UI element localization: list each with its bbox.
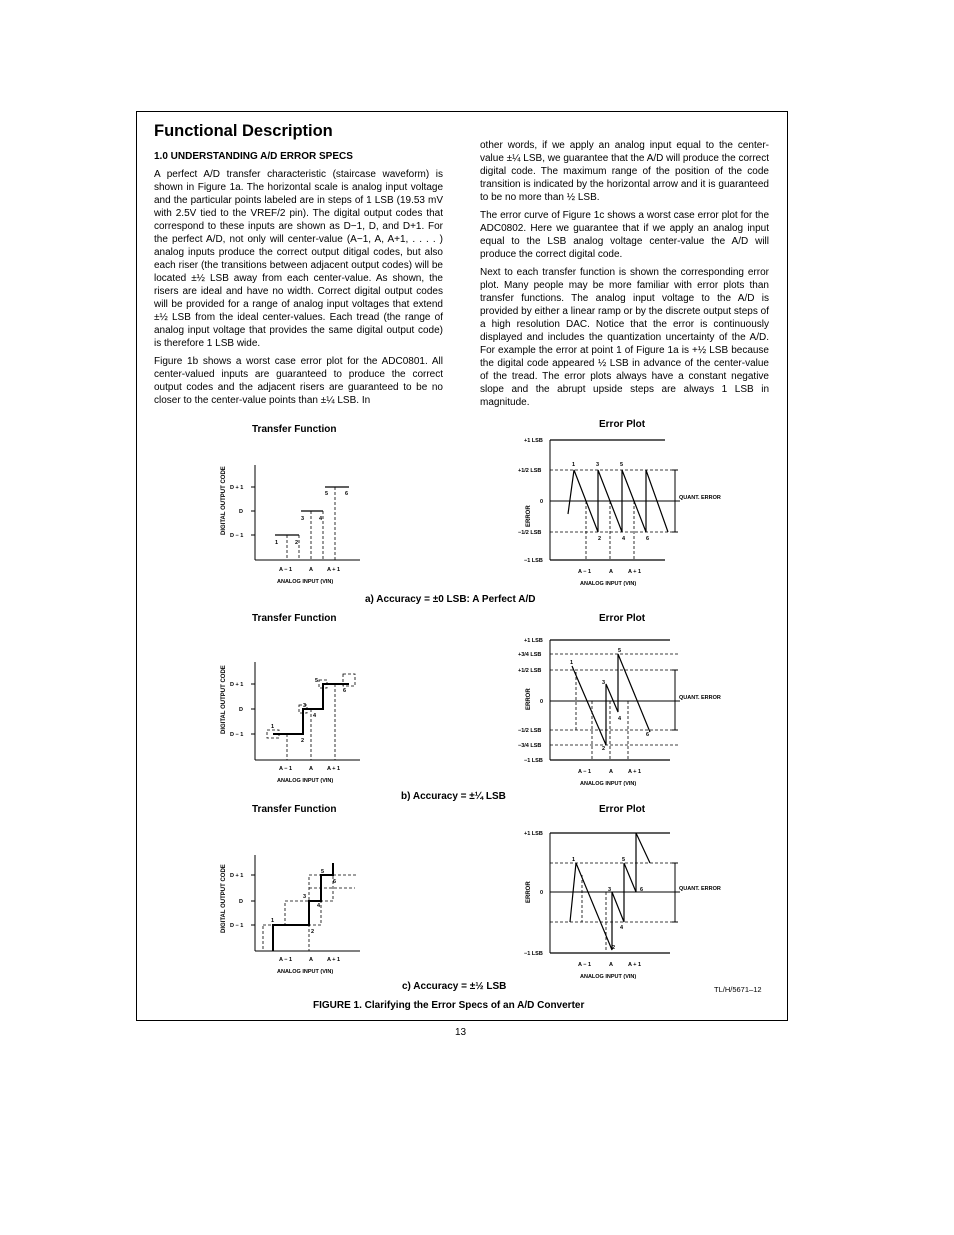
code-label: D − 1	[230, 732, 244, 738]
code-label: D + 1	[230, 873, 244, 879]
right-column	[480, 139, 769, 414]
error-label-a: Error Plot	[599, 419, 646, 430]
svg-text:2: 2	[295, 540, 299, 546]
svg-text:3: 3	[602, 680, 606, 686]
left-paragraph-2: Figure 1b shows a worst case error plot for the ADC0801. All center-valued inputs are guaranteed to produce the correct output codes and the adjacent risers are guaranteed to be no closer to the center-value points than ±¼ LSB. In	[154, 356, 443, 406]
error-label-b: Error Plot	[599, 613, 646, 624]
svg-text:2: 2	[301, 738, 305, 744]
level-label: 0	[540, 890, 544, 896]
caption-a: a) Accuracy = ±0 LSB: A Perfect A/D	[365, 594, 536, 605]
transfer-label-b: Transfer Function	[252, 613, 337, 624]
y-axis-label: DIGITAL OUTPUT CODE	[221, 864, 227, 933]
x-tick: A	[309, 766, 313, 772]
svg-text:4: 4	[313, 713, 317, 719]
level-label: −1/2 LSB	[518, 728, 542, 734]
svg-text:6: 6	[333, 879, 337, 885]
svg-text:3: 3	[596, 462, 600, 468]
svg-text:4: 4	[317, 903, 321, 909]
quant-label: QUANT. ERROR	[679, 495, 721, 501]
x-tick: A + 1	[327, 957, 341, 963]
svg-text:4: 4	[618, 716, 622, 722]
right-paragraph-1: other words, if we apply an analog input equal to the center-value ±¼ LSB, we guarantee that the A/D will produce the correct digital code. The maximum range of the position of the code transition is indicated by the horizontal arrow and it is guaranteed to be no more than ½ LSB.	[480, 140, 769, 203]
y-axis-label: ERROR	[526, 881, 532, 903]
y-axis-label: ERROR	[526, 505, 532, 527]
code-label: D + 1	[230, 682, 244, 688]
left-column	[154, 150, 443, 412]
svg-text:3: 3	[301, 516, 305, 522]
svg-text:6: 6	[646, 732, 650, 738]
svg-text:5: 5	[620, 462, 624, 468]
svg-text:6: 6	[640, 887, 644, 893]
x-axis-label: ANALOG INPUT (VIN)	[580, 781, 637, 787]
transfer-label-c: Transfer Function	[252, 804, 337, 815]
x-tick: A − 1	[578, 769, 592, 775]
code-label: D − 1	[230, 923, 244, 929]
svg-text:2: 2	[602, 746, 606, 752]
caption-b: b) Accuracy = ±¼ LSB	[401, 791, 506, 802]
level-label: −3/4 LSB	[518, 743, 542, 749]
svg-text:1: 1	[572, 857, 576, 863]
svg-text:3: 3	[303, 894, 307, 900]
x-tick: A − 1	[279, 766, 293, 772]
level-label: 0	[540, 499, 544, 505]
left-paragraph-1: A perfect A/D transfer characteristic (staircase waveform) is shown in Figure 1a. The horizontal scale is analog input voltage and the particular points labeled are in steps of 1 LSB (19.53 mV with 2.5V tied to the VREF/2 pin). The digital output codes that correspond to these inputs are shown as D−1, D, and D+1. For the perfect A/D, not only will center-value (A−1, A, A+1, . . . . ) analog inputs produce the correct output ditigal codes, but also each riser (the transitions between adjacent output codes) will be located ±½ LSB away from each center-value. As shown, the risers are ideal and have no width. Correct digital output codes will be provided for a range of analog input voltages that extend ±½ LSB from the ideal center-values. Each tread (the range of analog input voltage that provides the same digital output code) is therefore 1 LSB wide.	[154, 169, 443, 349]
error-chart-b	[510, 632, 721, 792]
section-title: Functional Description	[154, 122, 333, 140]
figure-ref: TL/H/5671–12	[714, 985, 762, 994]
x-tick: A	[609, 769, 613, 775]
code-label: D	[239, 509, 243, 515]
svg-text:4: 4	[622, 536, 626, 542]
code-label: D + 1	[230, 485, 244, 491]
svg-text:1: 1	[271, 918, 275, 924]
x-axis-label: ANALOG INPUT (VIN)	[580, 974, 637, 980]
svg-text:5: 5	[321, 869, 325, 875]
level-label: +1/2 LSB	[518, 468, 542, 474]
level-label: −1/2 LSB	[518, 530, 542, 536]
subhead: 1.0 UNDERSTANDING A/D ERROR SPECS	[154, 151, 353, 162]
svg-text:1: 1	[572, 462, 576, 468]
svg-text:2: 2	[612, 945, 616, 951]
x-tick: A − 1	[279, 957, 293, 963]
svg-text:5: 5	[315, 678, 319, 684]
x-tick: A + 1	[327, 567, 341, 573]
right-paragraph-3: Next to each transfer function is shown the corresponding error plot. Many people may be more familiar with error plots than transfer functions. The analog input voltage to the A/D is provided by either a linear ramp or by the discrete output steps of a high resolution DAC. Notice that the error is continuously displayed and includes the quantization uncertainty of the A/D. For example the error at point 1 of Figure 1a is +½ LSB because the digital code appeared ½ LSB in advance of the center-value of the tread. The error plots always have a constant negative slope and the abrupt upside steps are always 1 LSB in magnitude.	[480, 267, 769, 408]
x-tick: A + 1	[628, 569, 642, 575]
quant-label: QUANT. ERROR	[679, 695, 721, 701]
x-axis-label: ANALOG INPUT (VIN)	[277, 969, 334, 975]
transfer-chart-a	[215, 455, 365, 590]
svg-text:6: 6	[646, 536, 650, 542]
x-tick: A	[609, 569, 613, 575]
code-label: D − 1	[230, 533, 244, 539]
level-label: +1/2 LSB	[518, 668, 542, 674]
x-tick: A + 1	[327, 766, 341, 772]
level-label: −1 LSB	[524, 951, 543, 957]
page-number: 13	[455, 1027, 467, 1038]
code-label: D	[239, 707, 243, 713]
y-axis-label: DIGITAL OUTPUT CODE	[221, 665, 227, 734]
svg-text:4: 4	[319, 516, 323, 522]
level-label: −1 LSB	[524, 558, 543, 564]
x-tick: A	[309, 567, 313, 573]
svg-text:5: 5	[325, 491, 329, 497]
svg-text:5: 5	[618, 648, 622, 654]
transfer-chart-c	[215, 845, 365, 980]
x-axis-label: ANALOG INPUT (VIN)	[277, 778, 334, 784]
error-label-c: Error Plot	[599, 804, 646, 815]
level-label: +1 LSB	[524, 831, 543, 837]
y-axis-label: ERROR	[526, 688, 532, 710]
svg-text:3: 3	[303, 703, 307, 709]
error-chart-a	[510, 432, 721, 592]
code-label: D	[239, 899, 243, 905]
svg-text:3: 3	[608, 887, 612, 893]
x-tick: A − 1	[279, 567, 293, 573]
figure-caption: FIGURE 1. Clarifying the Error Specs of an A/D Converter	[313, 1000, 585, 1011]
level-label: 0	[540, 699, 544, 705]
x-axis-label: ANALOG INPUT (VIN)	[580, 581, 637, 587]
x-axis-label: ANALOG INPUT (VIN)	[277, 579, 334, 585]
x-tick: A	[609, 962, 613, 968]
caption-c: c) Accuracy = ±½ LSB	[402, 981, 507, 992]
x-tick: A − 1	[578, 569, 592, 575]
transfer-label-a: Transfer Function	[252, 424, 337, 435]
svg-text:6: 6	[345, 491, 349, 497]
level-label: +3/4 LSB	[518, 652, 542, 658]
x-tick: A − 1	[578, 962, 592, 968]
level-label: +1 LSB	[524, 438, 543, 444]
level-label: +1 LSB	[524, 638, 543, 644]
svg-text:2: 2	[598, 536, 602, 542]
svg-text:1: 1	[570, 660, 574, 666]
svg-text:6: 6	[343, 688, 347, 694]
x-tick: A + 1	[628, 769, 642, 775]
svg-text:5: 5	[622, 857, 626, 863]
error-chart-c	[510, 825, 721, 985]
svg-text:2: 2	[311, 929, 315, 935]
right-paragraph-2: The error curve of Figure 1c shows a worst case error plot for the ADC0802. Here we guarantee that if we apply an analog input equal to the LSB analog voltage center-value the A/D will produce the correct digital code.	[480, 210, 769, 260]
svg-text:4: 4	[620, 925, 624, 931]
y-axis-label: DIGITAL OUTPUT CODE	[221, 466, 227, 535]
x-tick: A	[309, 957, 313, 963]
svg-text:1: 1	[271, 724, 275, 730]
svg-text:1: 1	[275, 540, 279, 546]
x-tick: A + 1	[628, 962, 642, 968]
level-label: −1 LSB	[524, 758, 543, 764]
quant-label: QUANT. ERROR	[679, 886, 721, 892]
transfer-chart-b	[215, 652, 365, 787]
